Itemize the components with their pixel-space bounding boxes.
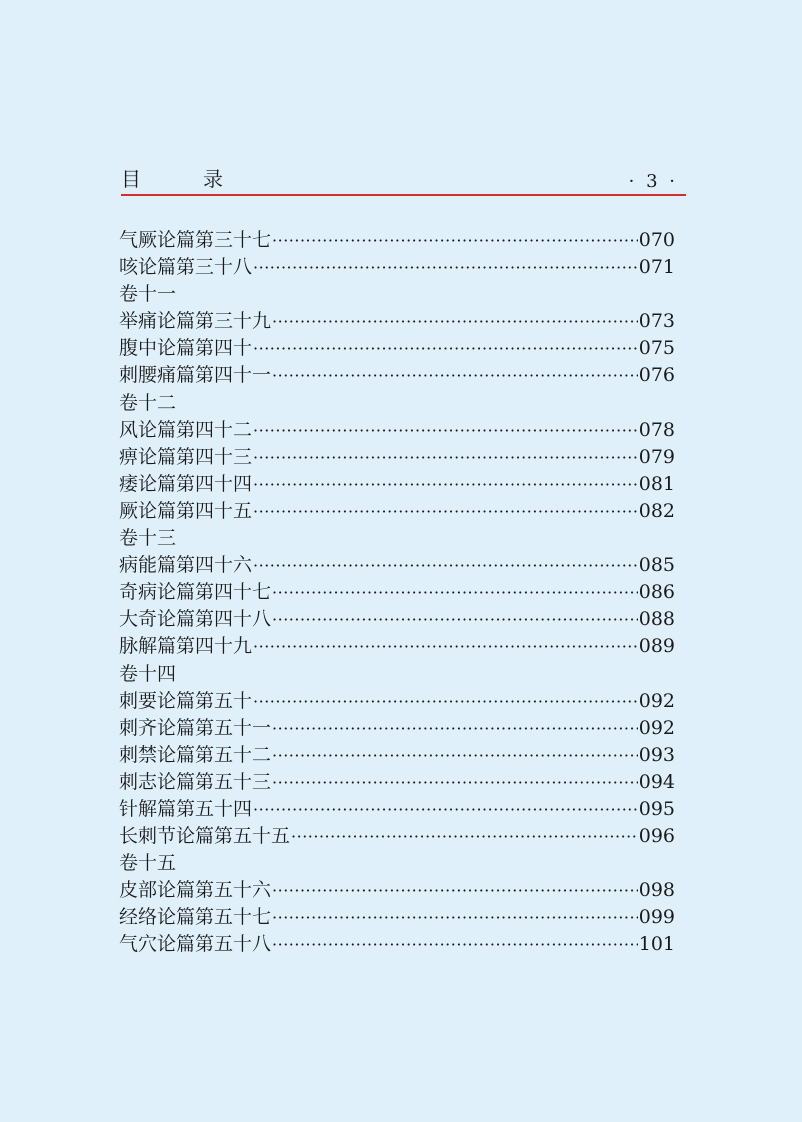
header-title-char: 目 [121, 167, 141, 191]
toc-entry[interactable] [119, 633, 675, 660]
entry-title: 经络论篇第五十七 [119, 906, 272, 929]
entry-page-number: 092 [638, 689, 675, 712]
dot-leader [253, 796, 638, 823]
dot-leader [253, 498, 638, 525]
dot-leader [272, 362, 638, 389]
entry-title: 厥论篇第四十五 [119, 499, 253, 522]
entry-title: 刺禁论篇第五十二 [119, 743, 272, 766]
toc-volume-heading[interactable] [119, 390, 675, 417]
entry-page-number: 070 [638, 229, 675, 251]
entry-page-number: 092 [638, 716, 675, 739]
dot-leader [272, 931, 638, 958]
toc-volume-heading[interactable] [119, 525, 675, 552]
entry-title: 举痛论篇第三十九 [119, 310, 272, 333]
volume-title: 卷十四 [119, 662, 177, 685]
header-title [121, 163, 223, 192]
entry-title: 针解篇第五十四 [119, 797, 253, 820]
entry-title: 刺齐论篇第五十一 [119, 716, 272, 739]
entry-page-number: 082 [638, 499, 675, 522]
table-of-contents [119, 227, 675, 959]
dot-leader [253, 417, 638, 444]
toc-entry[interactable] [119, 742, 675, 769]
dot-leader [253, 471, 638, 498]
entry-title: 咳论篇第三十八 [119, 256, 253, 279]
entry-page-number: 093 [638, 743, 675, 766]
entry-title: 刺志论篇第五十三 [119, 770, 272, 793]
volume-title: 卷十一 [119, 283, 177, 306]
toc-entry[interactable] [119, 308, 675, 335]
entry-page-number: 101 [638, 933, 675, 956]
volume-title: 卷十二 [119, 391, 177, 414]
entry-title: 奇病论篇第四十七 [119, 581, 272, 604]
entry-title: 病能篇第四十六 [119, 554, 253, 577]
toc-volume-heading[interactable] [119, 850, 675, 877]
toc-entry[interactable] [119, 715, 675, 742]
toc-entry[interactable] [119, 417, 675, 444]
volume-title: 卷十五 [119, 852, 177, 875]
entry-title: 痿论篇第四十四 [119, 472, 253, 495]
entry-page-number: 095 [638, 797, 675, 820]
dot-leader [253, 254, 638, 281]
dot-leader [272, 579, 638, 606]
entry-title: 皮部论篇第五十六 [119, 879, 272, 902]
volume-title: 卷十三 [119, 527, 177, 550]
entry-title: 腹中论篇第四十 [119, 337, 253, 360]
toc-entry[interactable] [119, 904, 675, 931]
page-header [121, 168, 686, 196]
entry-page-number: 088 [638, 608, 675, 631]
toc-entry[interactable] [119, 254, 675, 281]
dot-leader [253, 444, 638, 471]
header-page-number: · 3 · [628, 171, 678, 192]
dot-leader [272, 715, 638, 742]
entry-title: 风论篇第四十二 [119, 418, 253, 441]
toc-entry[interactable] [119, 877, 675, 904]
entry-page-number: 075 [638, 337, 675, 360]
toc-entry[interactable] [119, 579, 675, 606]
entry-page-number: 078 [638, 418, 675, 441]
dot-leader [272, 227, 638, 254]
entry-title: 刺腰痛篇第四十一 [119, 364, 272, 387]
toc-entry[interactable] [119, 606, 675, 633]
dot-leader [272, 877, 638, 904]
entry-page-number: 098 [638, 879, 675, 902]
toc-entry[interactable] [119, 769, 675, 796]
header-title-char: 录 [203, 167, 223, 191]
entry-title: 气厥论篇第三十七 [119, 229, 272, 251]
toc-entry[interactable] [119, 796, 675, 823]
dot-leader [253, 335, 638, 362]
dot-leader [272, 742, 638, 769]
toc-entry[interactable] [119, 362, 675, 389]
toc-entry[interactable] [119, 552, 675, 579]
toc-entry[interactable] [119, 227, 675, 254]
dot-leader [253, 688, 638, 715]
dot-leader [272, 308, 638, 335]
dot-leader [272, 904, 638, 931]
dot-leader [253, 633, 638, 660]
toc-volume-heading[interactable] [119, 281, 675, 308]
entry-page-number: 071 [638, 256, 675, 279]
entry-title: 长刺节论篇第五十五 [119, 825, 291, 848]
entry-page-number: 094 [638, 770, 675, 793]
entry-page-number: 076 [638, 364, 675, 387]
dot-leader [291, 823, 638, 850]
toc-entry[interactable] [119, 444, 675, 471]
entry-page-number: 086 [638, 581, 675, 604]
entry-title: 大奇论篇第四十八 [119, 608, 272, 631]
toc-entry[interactable] [119, 471, 675, 498]
entry-title: 脉解篇第四十九 [119, 635, 253, 658]
toc-volume-heading[interactable] [119, 661, 675, 688]
entry-page-number: 079 [638, 445, 675, 468]
dot-leader [253, 552, 638, 579]
toc-entry[interactable] [119, 823, 675, 850]
entry-title: 刺要论篇第五十 [119, 689, 253, 712]
entry-page-number: 081 [638, 472, 675, 495]
dot-leader [272, 606, 638, 633]
toc-entry[interactable] [119, 498, 675, 525]
entry-page-number: 089 [638, 635, 675, 658]
entry-page-number: 099 [638, 906, 675, 929]
entry-page-number: 085 [638, 554, 675, 577]
toc-entry[interactable] [119, 931, 675, 958]
toc-entry[interactable] [119, 335, 675, 362]
dot-leader [272, 769, 638, 796]
entry-title: 气穴论篇第五十八 [119, 933, 272, 956]
toc-entry[interactable] [119, 688, 675, 715]
entry-page-number: 096 [638, 825, 675, 848]
entry-page-number: 073 [638, 310, 675, 333]
entry-title: 痹论篇第四十三 [119, 445, 253, 468]
